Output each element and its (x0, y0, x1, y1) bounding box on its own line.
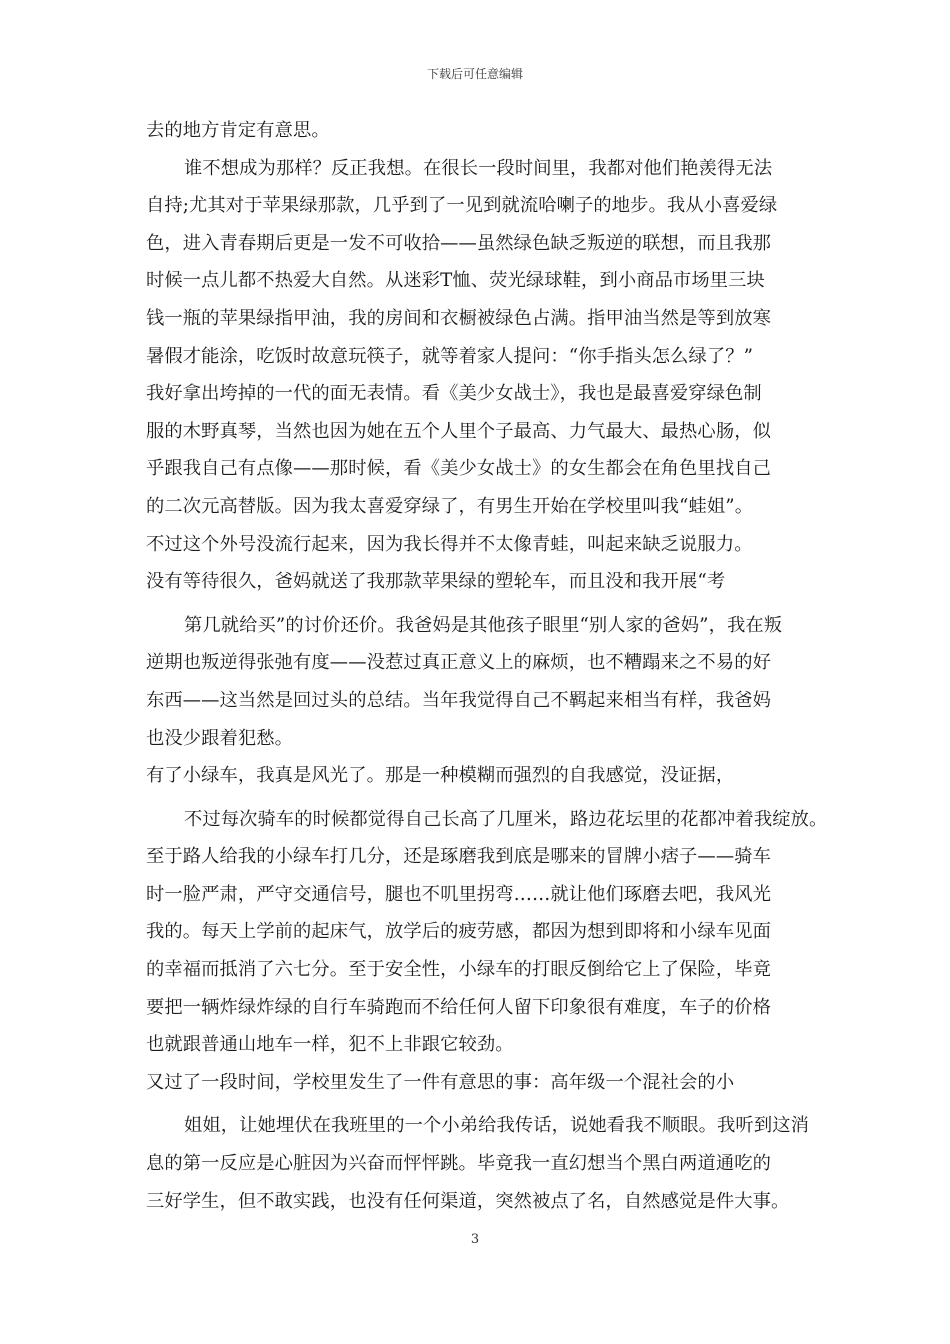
paragraph-start-line: 不过每次骑车的时候都觉得自己长高了几厘米，路边花坛里的花都冲着我绽放。 (184, 808, 828, 830)
text-line: 逆期也叛逆得张弛有度——没惹过真正意义上的麻烦，也不糟蹋来之不易的好 (146, 652, 771, 674)
text-line: 息的第一反应是心脏因为兴奋而怦怦跳。毕竟我一直幻想当个黑白两道通吃的 (146, 1153, 771, 1175)
text-line: 乎跟我自己有点像——那时候，看《美少女战士》的女生都会在角色里找自己 (146, 458, 771, 480)
text-line: 又过了一段时间，学校里发生了一件有意思的事：高年级一个混社会的小 (146, 1071, 735, 1093)
text-line: 有了小绿车，我真是风光了。那是一种模糊而强烈的自我感觉，没证据， (146, 765, 735, 787)
paragraph-start-line: 姐姐，让她埋伏在我班里的一个小弟给我传话，说她看我不顺眼。我听到这消 (184, 1115, 809, 1137)
text-line: 去的地方肯定有意思。 (146, 120, 330, 141)
page-header: 下载后可任意编辑 (426, 67, 523, 81)
text-line: 我的。每天上学前的起床气，放学后的疲劳感，都因为想到即将和小绿车见面 (146, 921, 771, 943)
text-line: 我好拿出垮掉的一代的面无表情。看《美少女战士》，我也是最喜爱穿绿色制 (146, 383, 762, 405)
text-line: 也没少跟着犯愁。 (146, 727, 294, 749)
text-line: 至于路人给我的小绿车打几分，还是琢磨我到底是哪来的冒牌小痞子——骑车 (146, 846, 771, 868)
text-line: 时一脸严肃，严守交通信号，腿也不叽里拐弯……就让他们琢磨去吧，我风光 (146, 883, 771, 905)
document-body (146, 112, 828, 1258)
paragraph-start-line: 第几就给买”的讨价还价。我爸妈是其他孩子眼里“别人家的爸妈”，我在叛 (184, 614, 783, 636)
text-line: 三好学生，但不敢实践，也没有任何渠道，突然被点了名，自然感觉是件大事。 (146, 1190, 790, 1212)
page-number: 3 (470, 1232, 480, 1247)
text-line: 时候一点儿都不热爱大自然。从迷彩T恤、荧光绿球鞋，到小商品市场里三块 (146, 270, 765, 292)
text-line: 暑假才能涂，吃饭时故意玩筷子，就等着家人提问：“你手指头怎么绿了？” (146, 345, 754, 367)
text-line: 的二次元高替版。因为我太喜爱穿绿了，有男生开始在学校里叫我“蛙姐”。 (146, 495, 754, 517)
text-line: 不过这个外号没流行起来，因为我长得并不太像青蛙，叫起来缺乏说服力。 (146, 533, 753, 555)
text-line: 没有等待很久，爸妈就送了我那款苹果绿的塑轮车，而且没和我开展“考 (146, 571, 726, 593)
text-line: 钱一瓶的苹果绿指甲油，我的房间和衣橱被绿色占满。指甲油当然是等到放寒 (146, 307, 771, 329)
text-line: 服的木野真琴，当然也因为她在五个人里个子最高、力气最大、最热心肠，似 (146, 420, 771, 442)
text-line: 也就跟普通山地车一样，犯不上非跟它较劲。 (146, 1034, 514, 1056)
text-line: 色，进入青春期后更是一发不可收拾——虽然绿色缺乏叛逆的联想，而且我那 (146, 232, 771, 254)
text-line: 自持;尤其对于苹果绿那款，几乎到了一见到就流哈喇子的地步。我从小喜爱绿 (146, 195, 778, 217)
text-line: 要把一辆炸绿炸绿的自行车骑跑而不给任何人留下印象很有难度，车子的价格 (146, 996, 771, 1018)
text-line: 东西——这当然是回过头的总结。当年我觉得自己不羁起来相当有样，我爸妈 (146, 689, 771, 711)
text-line: 的幸福而抵消了六七分。至于安全性，小绿车的打眼反倒给它上了保险，毕竟 (146, 959, 771, 981)
paragraph-start-line: 谁不想成为那样？反正我想。在很长一段时间里，我都对他们艳羡得无法 (184, 157, 773, 179)
